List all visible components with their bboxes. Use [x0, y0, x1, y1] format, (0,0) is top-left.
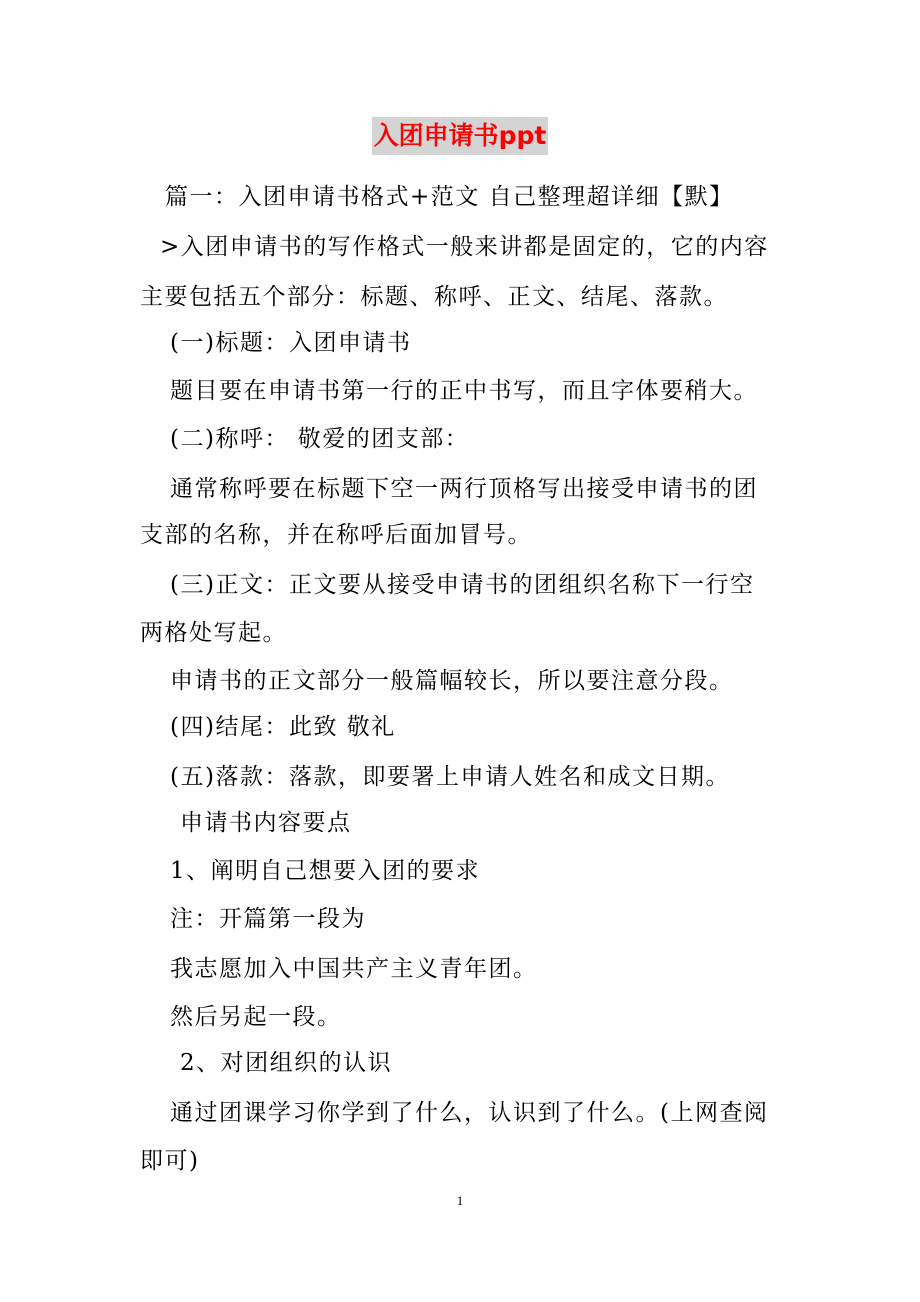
paragraph-line: >入团申请书的写作格式一般来讲都是固定的，它的内容: [160, 234, 769, 260]
paragraph-line: 题目要在申请书第一行的正中书写，而且字体要稍大。: [170, 378, 758, 404]
paragraph-line: 注：开篇第一段为: [170, 906, 366, 932]
page-number: 1: [456, 1193, 464, 1208]
paragraph-line: 1、阐明自己想要入团的要求: [170, 858, 481, 884]
paragraph-line: (五)落款：落款，即要署上申请人姓名和成文日期。: [170, 764, 730, 790]
paragraph-line: 篇一：入团申请书格式+范文 自己整理超详细【默】: [165, 184, 734, 210]
paragraph-line: 支部的名称，并在称呼后面加冒号。: [140, 522, 532, 548]
paragraph-line: 申请书的正文部分一般篇幅较长，所以要注意分段。: [170, 668, 734, 694]
paragraph-line: (一)标题：入团申请书: [170, 330, 412, 356]
paragraph-line: (二)称呼： 敬爱的团支部：: [170, 426, 470, 452]
paragraph-line: (三)正文：正文要从接受申请书的团组织名称下一行空: [170, 572, 755, 598]
paragraph-line: 然后另起一段。: [170, 1004, 342, 1030]
paragraph-line: 2、对团组织的认识: [180, 1050, 393, 1076]
document-title: 入团申请书ppt: [372, 117, 549, 155]
paragraph-line: 我志愿加入中国共产主义青年团。: [170, 956, 538, 982]
title-container: [0, 117, 920, 155]
paragraph-line: 通常称呼要在标题下空一两行顶格写出接受申请书的团: [170, 476, 758, 502]
paragraph-line: (四)结尾：此致 敬礼: [170, 714, 396, 740]
paragraph-line: 即可): [140, 1148, 200, 1174]
paragraph-line: 通过团课学习你学到了什么，认识到了什么。(上网查阅: [170, 1100, 769, 1126]
paragraph-line: 申请书内容要点: [180, 810, 352, 836]
paragraph-line: 主要包括五个部分：标题、称呼、正文、结尾、落款。: [140, 284, 728, 310]
paragraph-line: 两格处写起。: [140, 620, 287, 646]
